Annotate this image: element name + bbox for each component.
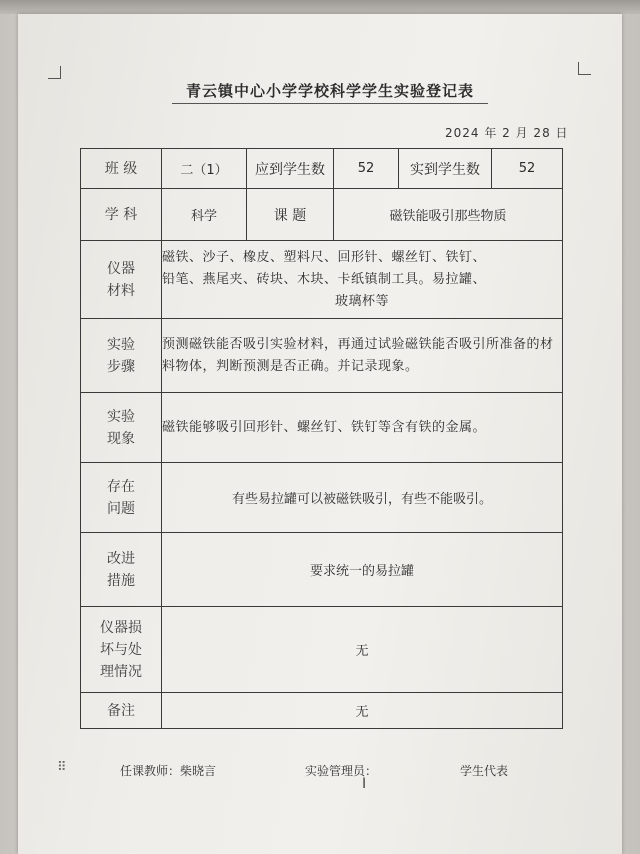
table-row [81,533,563,607]
table-row [81,393,563,463]
damage-label-line: 理情况 [100,663,142,680]
margin-mark-left [48,66,61,79]
damage-text[interactable]: 无 [162,607,563,693]
improvement-label [81,533,162,607]
table-row [81,463,563,533]
equipment-text[interactable] [162,241,563,319]
student-representative[interactable]: 学生代表 [460,764,509,778]
steps-label [81,319,162,393]
steps-text[interactable]: 预测磁铁能否吸引实验材料，再通过试验磁铁能否吸引所准备的材料物体，判断预测是否正确。并记录现象。 [162,319,563,393]
subject-value[interactable]: 科学 [162,189,247,241]
equipment-line: 玻璃杯等 [334,293,389,309]
phenomenon-label-line: 现象 [107,430,135,447]
improvement-text[interactable]: 要求统一的易拉罐 [162,533,563,607]
expected-students-label: 应到学生数 [247,149,334,189]
phenomenon-label [81,393,162,463]
actual-students-label: 实到学生数 [399,149,492,189]
class-label: 班 级 [81,149,162,189]
actual-students-value[interactable]: 52 [492,149,563,189]
equipment-label-line: 仪器 [107,260,135,277]
table-row [81,607,563,693]
table-row [81,189,563,241]
equipment-label-line: 材料 [107,282,135,299]
problem-label [81,463,162,533]
topic-label: 课 题 [247,189,334,241]
equipment-label [81,241,162,319]
table-row [81,319,563,393]
remarks-text[interactable]: 无 [162,693,563,729]
document-title: 青云镇中心小学学校科学学生实验登记表 [150,80,510,101]
teacher-signature[interactable]: 任课教师：柴晓言 [120,764,217,778]
improvement-label-line: 改进 [107,550,135,567]
improvement-label-line: 措施 [107,572,135,589]
equipment-line: 铅笔、燕尾夹、砖块、木块、卡纸镇制工具。易拉罐、 [162,271,487,287]
equipment-line: 磁铁、沙子、橡皮、塑料尺、回形针、螺丝钉、铁钉、 [162,249,487,265]
text-cursor-icon: I [362,776,367,792]
experiment-record-table [80,148,563,729]
damage-label [81,607,162,693]
steps-label-line: 实验 [107,336,135,353]
problem-label-line: 存在 [107,478,135,495]
steps-label-line: 步骤 [107,358,135,375]
damage-label-line: 坏与处 [100,641,142,658]
topic-value[interactable]: 磁铁能吸引那些物质 [334,189,563,241]
damage-label-line: 仪器损 [100,619,142,636]
record-date: 2024 年 2 月 28 日 [445,126,569,140]
class-value[interactable]: 二（1） [162,149,247,189]
margin-mark-right [578,62,591,75]
problem-text[interactable]: 有些易拉罐可以被磁铁吸引，有些不能吸引。 [162,463,563,533]
window-edge [0,0,640,14]
subject-label: 学 科 [81,189,162,241]
table-row [81,149,563,189]
phenomenon-text[interactable]: 磁铁能够吸引回形针、螺丝钉、铁钉等含有铁的金属。 [162,393,563,463]
lab-manager-signature[interactable]: 实验管理员： [305,764,378,778]
expected-students-value[interactable]: 52 [334,149,399,189]
drag-handle-icon[interactable]: ⠿ [57,760,67,775]
remarks-label: 备注 [81,693,162,729]
phenomenon-label-line: 实验 [107,408,135,425]
table-row [81,693,563,729]
problem-label-line: 问题 [107,500,135,517]
table-row [81,241,563,319]
